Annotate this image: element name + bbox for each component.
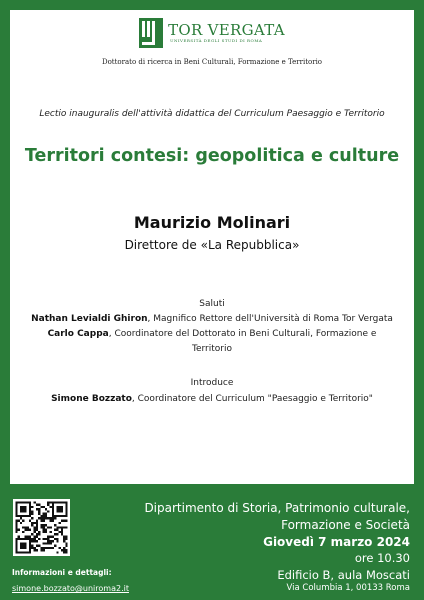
saluti-line-rector xyxy=(14,312,410,327)
contact-email-link[interactable]: simone.bozzato@uniroma2.it xyxy=(12,584,129,593)
saluti-role: , Magnifico Rettore dell'Università di Roma Tor Vergata xyxy=(147,314,393,324)
saluti-line-coordinator xyxy=(30,327,394,357)
doctorate-program: Dottorato di ricerca in Beni Culturali, Formazione e Territorio xyxy=(101,58,323,66)
department-name: Dipartimento di Storia, Patrimonio culturale, Formazione e Società xyxy=(144,501,410,532)
university-logo xyxy=(10,18,414,48)
introduce-role: , Coordinatore del Curriculum "Paesaggio e Territorio" xyxy=(131,394,373,404)
university-name: TOR VERGATA xyxy=(168,21,285,39)
info-label: Informazioni e dettagli: xyxy=(12,568,112,577)
event-time: ore 10.30 xyxy=(354,551,410,565)
event-details xyxy=(110,500,410,594)
saluti-heading: Saluti xyxy=(199,299,225,309)
event-date: Giovedì 7 marzo 2024 xyxy=(263,535,410,549)
event-address: Via Columbia 1, 00133 Roma xyxy=(286,583,410,593)
introduce-heading: Introduce xyxy=(190,378,234,388)
poster-card xyxy=(10,10,414,484)
speaker-name: Maurizio Molinari xyxy=(133,213,291,232)
saluti-name: Carlo Cappa xyxy=(47,329,109,339)
introduce-name: Simone Bozzato xyxy=(51,394,132,404)
saluti-role: , Coordinatore del Dottorato in Beni Culturali, Formazione e Territorio xyxy=(108,329,377,354)
tor-vergata-logo-icon xyxy=(139,18,163,48)
event-venue: Edificio B, aula Moscati xyxy=(277,568,410,582)
qr-code-icon xyxy=(13,499,70,556)
university-subtitle: UNIVERSITÀ DEGLI STUDI DI ROMA xyxy=(170,38,263,43)
introduce-line xyxy=(14,392,410,407)
logo-text xyxy=(168,22,285,44)
event-title: Territori contesi: geopolitica e culture xyxy=(24,146,400,166)
speaker-role: Direttore de «La Repubblica» xyxy=(124,238,300,252)
lectio-subtitle: Lectio inauguralis dell'attività didattica del Curriculum Paesaggio e Territorio xyxy=(39,109,385,119)
saluti-name: Nathan Levialdi Ghiron xyxy=(31,314,148,324)
